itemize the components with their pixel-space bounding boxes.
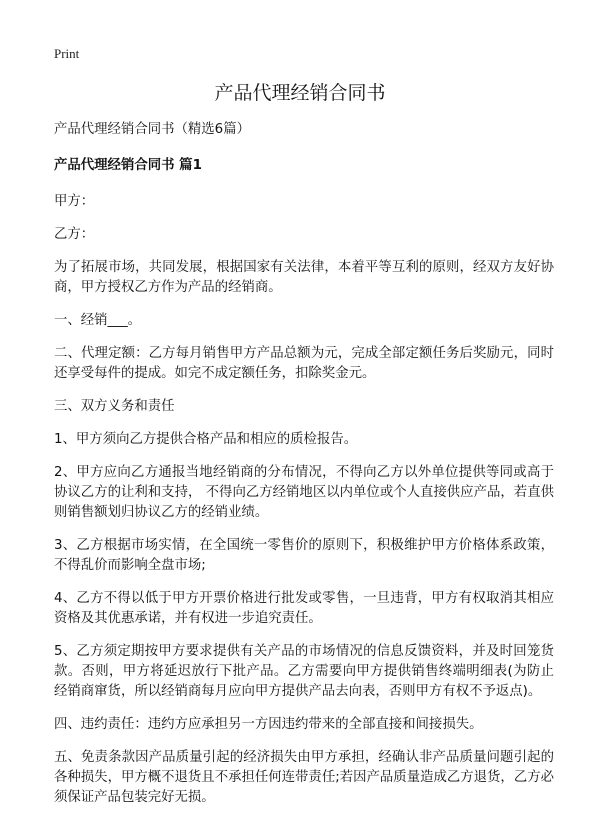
clause-1-paragraph: 一、经销___。 [54,313,142,328]
print-link[interactable]: Print [54,46,80,61]
obligation-2-paragraph: 2、甲方应向乙方通报当地经销商的分布情况，不得向乙方以外单位提供等同或高于协议乙方的让利和支持， 不得向乙方经销地区以内单位或个人直接供应产品，若直供则销售额划归协议乙方的经销业绩。 [54,465,554,520]
section-heading: 产品代理经销合同书 篇1 [54,158,202,173]
document-body [54,120,554,821]
party-a-line: 甲方： [54,194,95,209]
clause-5-paragraph: 五、免责条款因产品质量引起的经济损失由甲方承担，经确认非产品质量问题引起的各种损失，甲方概不退货且不承担任何连带责任;若因产品质量造成乙方退货，乙方必须保证产品包装完好无损。 [54,750,554,805]
page-title: 产品代理经销合同书 [214,82,386,104]
obligation-1-paragraph: 1、甲方须向乙方提供合格产品和相应的质检报告。 [54,432,358,447]
obligation-3-paragraph: 3、乙方根据市场实情，在全国统一零售价的原则下，积极维护甲方价格体系政策，不得乱价而影响全盘市场; [54,538,554,573]
clause-4-paragraph: 四、违约责任：违约方应承担另一方因违约带来的全部直接和间接损失。 [54,717,483,732]
obligation-5-paragraph: 5、乙方须定期按甲方要求提供有关产品的市场情况的信息反馈资料，并及时回笼货款。否则，甲方将延迟放行下批产品。乙方需要向甲方提供销售终端明细表(为防止经销商窜货，所以经销商每月应向甲方提供产品去向表，否则甲方有权不予返点)。 [54,644,554,699]
clause-3-heading: 三、双方义务和责任 [54,399,175,414]
clause-2-paragraph: 二、代理定额：乙方每月销售甲方产品总额为元，完成全部定额任务后奖励元，同时还享受每件的提成。如完不成定额任务，扣除奖金元。 [54,346,554,381]
obligation-4-paragraph: 4、乙方不得以低于甲方开票价格进行批发或零售，一旦违背，甲方有权取消其相应资格及其优惠承诺，并有权进一步追究责任。 [54,591,554,626]
document-subtitle: 产品代理经销合同书（精选6篇） [54,122,250,137]
preamble-paragraph: 为了拓展市场，共同发展，根据国家有关法律，本着平等互利的原则，经双方友好协商，甲方授权乙方作为产品的经销商。 [54,260,554,295]
party-b-line: 乙方： [54,227,95,242]
